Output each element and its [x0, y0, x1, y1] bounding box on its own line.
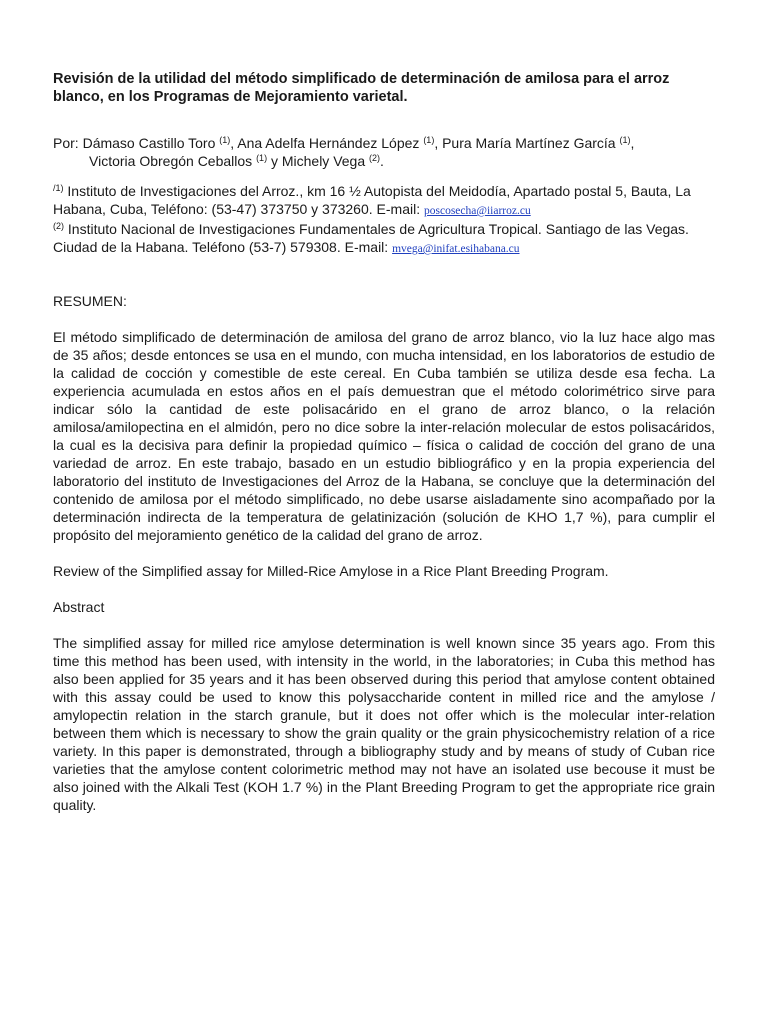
author-3: Pura María Martínez García [442, 135, 616, 151]
affiliations [53, 182, 715, 258]
author-1: Dámaso Castillo Toro [82, 135, 216, 151]
affiliation-1 [53, 182, 715, 220]
abstract-heading: Abstract [53, 599, 105, 615]
author-4: Victoria Obregón Ceballos [89, 153, 253, 169]
affiliation-1-email-link[interactable]: poscosecha@iiarroz.cu [424, 205, 531, 217]
affiliation-2-marker: (2) [53, 221, 64, 231]
english-title: Review of the Simplified assay for Milled-Rice Amylose in a Rice Plant Breeding Program. [53, 563, 609, 579]
author-line-1: Por: Dámaso Castillo Toro $^{(1)}$, Ana Adelfa Hernández López $^{(1)}$, Pura María Martínez García $^{(1)}$, [53, 135, 635, 151]
author-5: Michely Vega [281, 153, 366, 169]
author-5-affiliation: (2) [369, 153, 381, 163]
author-4-affiliation: (1) [256, 153, 268, 163]
author-3-affiliation: (1) [619, 135, 631, 145]
affiliation-2-email-link[interactable]: mvega@inifat.esihabana.cu [392, 243, 520, 255]
document-title: Revisión de la utilidad del método simplificado de determinación de amilosa para el arroz blanco, en los Programas de Mejoramiento varietal. [53, 71, 670, 105]
abstract-paragraph: The simplified assay for milled rice amylose determination is well known since 35 years ago. From this time this method has been used, with intensity in the world, in the laboratories; in Cuba this method has also been applied for 35 years and it has been observed during this period that amylose content obtained with this assay could be used to know this polysaccharide content in milled rice and the amylose / amylopectin relation in the starch granule, but it does not offer which is the molecular inter-relation between them which is necessary to show the grain quality or the grain physicochemistry relation of a rice variety. In this paper is demonstrated, through a bibliography study and by means of study of Cuban rice varieties that the amylose content colorimetric method may not have an isolated use becouse it must be also joined with the Alkali Test (KOH 1.7 %) in the Plant Breeding Program to get the appropriate rice grain quality. [53, 635, 715, 813]
author-prefix: Por: [53, 135, 83, 151]
author-2: Ana Adelfa Hernández López [237, 135, 420, 151]
resumen-paragraph: El método simplificado de determinación de amilosa del grano de arroz blanco, vio la luz hace algo mas de 35 años; desde entonces se usa en el mundo, con mucha intensidad, en los laboratorios de estudio de la calidad de cocción y comestible de este cereal. En Cuba también se utiliza desde esa fecha. La experiencia acumulada en estos años en el país demuestran que el método colorimétrico sirve para indicar sólo la cantidad de este polisacárido en el grano de arroz blanco, o la relación amilosa/amilopectina en el almidón, pero no dice sobre la inter-relación molecular de estos polisacáridos, la cual es la decisiva para definir la propiedad químico – física o calidad de cocción del grano de una variedad de arroz. En este trabajo, basado en un estudio bibliográfico y en la propia experiencia del laboratorio del instituto de Investigaciones del Arroz de la Habana, se concluye que la determinación del contenido de amilosa por el método simplificado, no debe usarse aisladamente sino acompañado por la determinación indirecta de la temperatura de gelatinización (solución de KHO 1,7 %), para cumplir el propósito del mejoramiento genético de la calidad del grano de arroz. [53, 329, 715, 543]
author-2-affiliation: (1) [423, 135, 435, 145]
affiliation-1-text: Instituto de Investigaciones del Arroz., km 16 ½ Autopista del Meidodía, Apartado postal 5, Bauta, La Habana, Cuba, Teléfono: (53-47) 373750 y 373260. E-mail: [53, 183, 691, 217]
affiliation-2-text: Instituto Nacional de Investigaciones Fundamentales de Agricultura Tropical. Santiago de las Vegas. Ciudad de la Habana. Teléfono (53-7) 579308. E-mail: [53, 221, 689, 255]
author-list [53, 134, 715, 170]
author-1-affiliation: (1) [219, 135, 231, 145]
affiliation-1-marker: /1) [53, 183, 64, 193]
author-line-2: Victoria Obregón Ceballos $^{(1)}$ y Michely Vega $^{(2)}$. [89, 153, 384, 169]
affiliation-2 [53, 220, 715, 258]
resumen-heading: RESUMEN: [53, 293, 127, 309]
